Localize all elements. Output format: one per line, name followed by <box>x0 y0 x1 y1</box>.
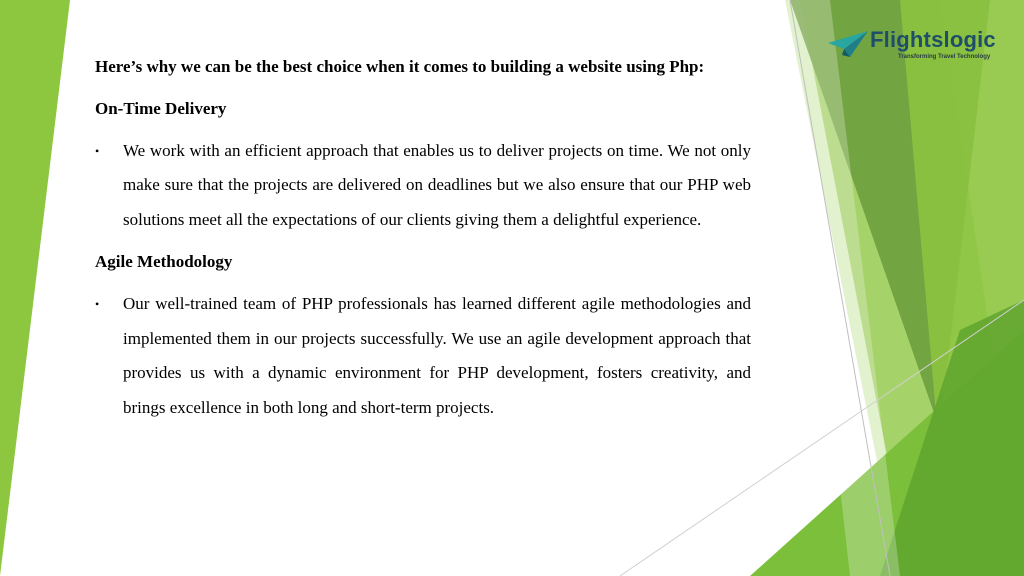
list-item-text: We work with an efficient approach that enables us to deliver projects on time. We not only make sure that the projects are delivered on deadlines but we also ensure that our PHP web solutions meet all the expectations of our clients giving them a delightful experience. <box>123 140 751 230</box>
slide-content <box>95 50 751 426</box>
bullet-icon: • <box>95 296 100 311</box>
logo-tagline: Transforming Travel Technology <box>898 54 991 60</box>
flightslogic-logo <box>826 27 996 67</box>
bullet-icon: • <box>95 143 100 158</box>
section-heading-agile-methodology: Agile Methodology <box>95 251 233 271</box>
section-heading-on-time-delivery: On-Time Delivery <box>95 98 227 118</box>
slide-title: Here’s why we can be the best choice when it comes to building a website using Php: <box>95 57 705 76</box>
left-green-strip <box>0 0 70 576</box>
list-item-text: Our well-trained team of PHP professionals has learned different agile methodologies and implemented them in our projects successfully. We use an agile development approach that provides us with a dynamic environment for PHP development, fosters creativity, and brings excellence in both long and short-term projects. <box>123 293 751 418</box>
bullet-list-on-time-delivery <box>95 134 751 238</box>
bullet-list-agile-methodology <box>95 287 751 426</box>
paper-plane-icon <box>826 29 870 59</box>
list-item <box>95 134 751 238</box>
logo-name: Flightslogic <box>870 27 996 52</box>
list-item <box>95 287 751 426</box>
